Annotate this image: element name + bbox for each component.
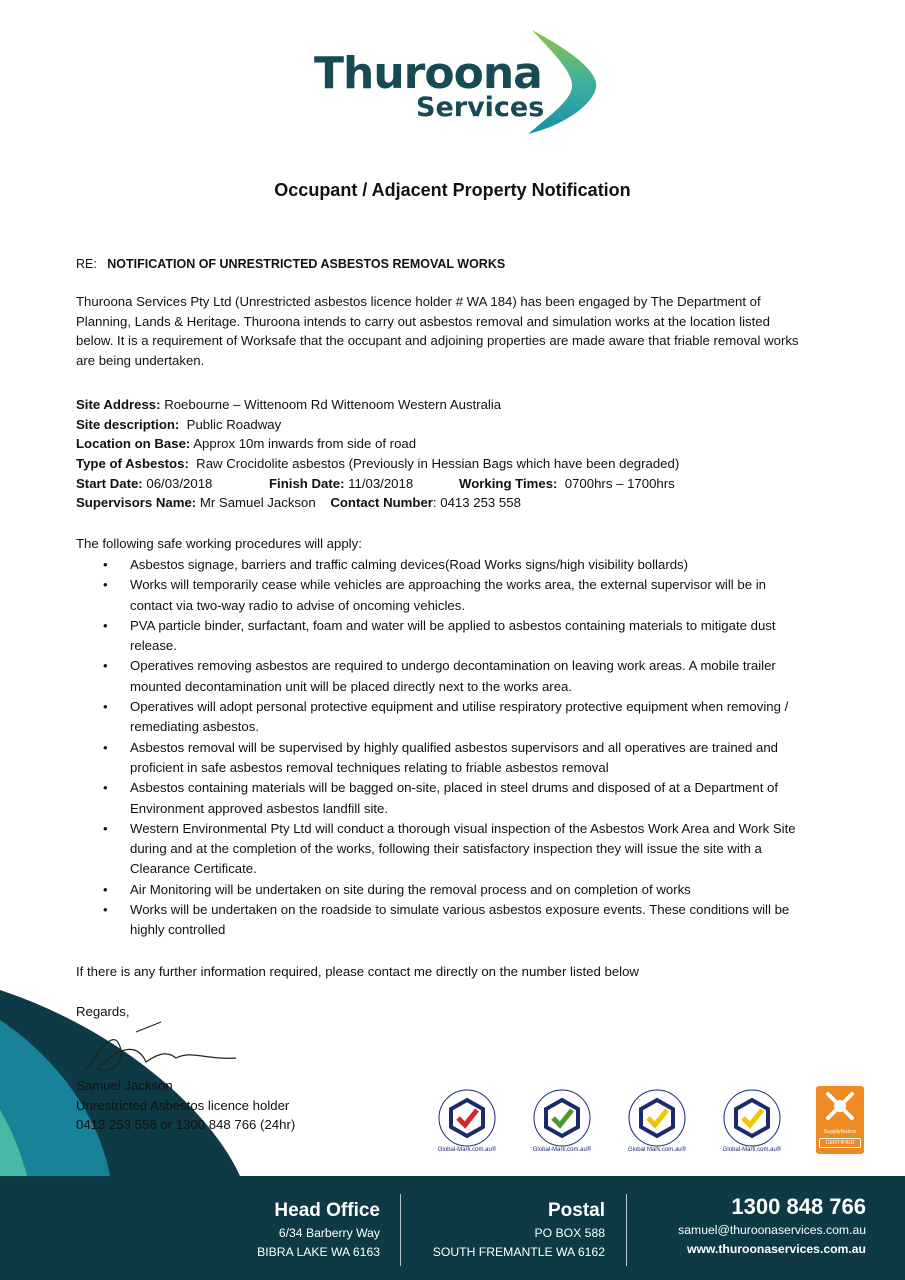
signature-icon (76, 1020, 246, 1080)
check-badge-icon (627, 1088, 687, 1148)
cert-badge-as4801 (616, 1080, 698, 1158)
footer-divider (626, 1194, 627, 1266)
supply-nation-badge (816, 1086, 864, 1154)
site-description-label: Site description: (76, 416, 180, 432)
list-item: • Air Monitoring will be undertaken on site during the removal process and on completion of works (100, 880, 800, 900)
list-item: • Asbestos containing materials will be bagged on-site, placed in steel drums and disposed of at a Department of Environment approved asbestos landfill site. (100, 778, 800, 819)
postal-title: Postal (547, 1200, 605, 1221)
site-address-value: Roebourne – Wittenoom Rd Wittenoom Western Australia (164, 397, 502, 412)
working-times-value: 0700hrs – 1700hrs (564, 475, 675, 491)
finish-date-value: 11/03/2018 (348, 475, 414, 491)
site-description-value: Public Roadway (186, 416, 282, 432)
start-date-value: 06/03/2018 (146, 475, 213, 491)
cert-footer-label: Global-Mark.com.au® (722, 1147, 782, 1153)
head-office-line1: 6/34 Barberry Way (278, 1226, 380, 1240)
asbestos-type-label: Type of Asbestos: (76, 456, 189, 472)
logo-wordmark: Thuroona (314, 48, 542, 99)
list-item: • Operatives removing asbestos are required to undergo decontamination on leaving work areas. A mobile trailer mounted decontamination unit will be placed directly next to the works area. (100, 656, 800, 697)
contact-value: : 0413 253 558 (432, 495, 521, 511)
supply-nation-icon (816, 1086, 864, 1128)
postal-line2: SOUTH FREMANTLE WA 6162 (432, 1245, 605, 1259)
check-badge-icon (532, 1088, 592, 1148)
re-prefix: RE: (76, 257, 97, 271)
site-address-label: Site Address: (76, 397, 161, 412)
cert-badge-ohsas18001 (711, 1080, 793, 1158)
list-item: • Asbestos removal will be supervised by highly qualified asbestos supervisors and all operatives are trained and proficient in safe asbestos removal techniques relating to friable asbestos removal (100, 738, 800, 779)
cert-footer-label: Global Mark.com.au® (627, 1147, 687, 1153)
head-office-block (200, 1198, 380, 1262)
start-date-label: Start Date: (76, 475, 143, 491)
location-value: Approx 10m inwards from side of road (193, 436, 417, 452)
supervisor-value: Mr Samuel Jackson (199, 495, 316, 511)
signer-title: Unrestricted Asbestos licence holder (76, 1097, 290, 1113)
signer-phone: 0413 253 558 or 1300 848 766 (24hr) (76, 1117, 296, 1132)
page-title: Occupant / Adjacent Property Notification (274, 180, 631, 200)
check-badge-icon (722, 1088, 782, 1148)
intro-paragraph: Thuroona Services Pty Ltd (Unrestricted asbestos licence holder # WA 184) has been engaged by The Department of Planning, Lands & Heritage. Thuroona intends to carry out asbestos removal and simulation works at the location listed below. It is a requirement of Worksafe that the occupant and adjoining properties are made aware that friable removal works are being undertaken. (76, 294, 799, 368)
procedures-lead: The following safe working procedures will apply: (76, 536, 362, 551)
supervisor-label: Supervisors Name: (76, 495, 197, 511)
postal-line1: PO BOX 588 (534, 1226, 605, 1240)
footer-phone[interactable]: 1300 848 766 (731, 1194, 866, 1219)
postal-block (405, 1198, 605, 1262)
cert-badge-iso14001 (521, 1080, 603, 1158)
list-item: • Works will temporarily cease while vehicles are approaching the works area, the external supervisor will be in contact via two-way radio to advise of oncoming vehicles. (100, 575, 800, 616)
head-office-line2: BIBRA LAKE WA 6163 (257, 1245, 380, 1259)
cert-badge-iso9001 (426, 1080, 508, 1158)
list-item: • Operatives will adopt personal protective equipment and utilise respiratory protective equipment when removing / remediating asbestos. (100, 697, 800, 738)
check-badge-icon (437, 1088, 497, 1148)
cert-footer-label: Global-Mark.com.au® (532, 1147, 592, 1153)
logo-subtitle: Services (416, 92, 545, 123)
signer-block (76, 1076, 295, 1135)
closing-text: If there is any further information required, please contact me directly on the number listed below (76, 964, 639, 979)
list-item: • Western Environmental Pty Ltd will conduct a thorough visual inspection of the Asbestos Work Area and Work Site during and at the completion of the works, following their satisfactory inspection they will issue the site with a Clearance Certificate. (100, 819, 800, 880)
contact-block (630, 1193, 866, 1259)
cert-footer-label: Global-Mark.com.au® (437, 1147, 497, 1153)
list-item: • Asbestos signage, barriers and traffic calming devices(Road Works signs/high visibility bollards) (100, 555, 800, 575)
signer-name: Samuel Jackson (76, 1078, 173, 1093)
finish-date-label: Finish Date: (269, 475, 345, 491)
footer-email-link[interactable]: samuel@thuroonaservices.com.au (678, 1223, 866, 1237)
head-office-title: Head Office (274, 1200, 380, 1221)
footer-website-link[interactable]: www.thuroonaservices.com.au (686, 1242, 866, 1256)
supply-nation-label: SupplyNation (823, 1129, 857, 1135)
supply-nation-certified: CERTIFIED (819, 1138, 861, 1148)
asbestos-type-value: Raw Crocidolite asbestos (Previously in Hessian Bags which have been degraded) (196, 456, 680, 472)
location-label: Location on Base: (76, 436, 191, 452)
regards-text: Regards, (76, 1004, 130, 1019)
working-times-label: Working Times: (459, 475, 558, 491)
footer-divider (400, 1194, 401, 1266)
list-item: • Works will be undertaken on the roadside to simulate various asbestos exposure events. These conditions will be highly controlled (100, 900, 800, 941)
re-subject: NOTIFICATION OF UNRESTRICTED ASBESTOS REMOVAL WORKS (107, 257, 506, 271)
contact-label: Contact Number (330, 495, 433, 511)
list-item: • PVA particle binder, surfactant, foam and water will be applied to asbestos containing materials to mitigate dust release. (100, 616, 800, 657)
